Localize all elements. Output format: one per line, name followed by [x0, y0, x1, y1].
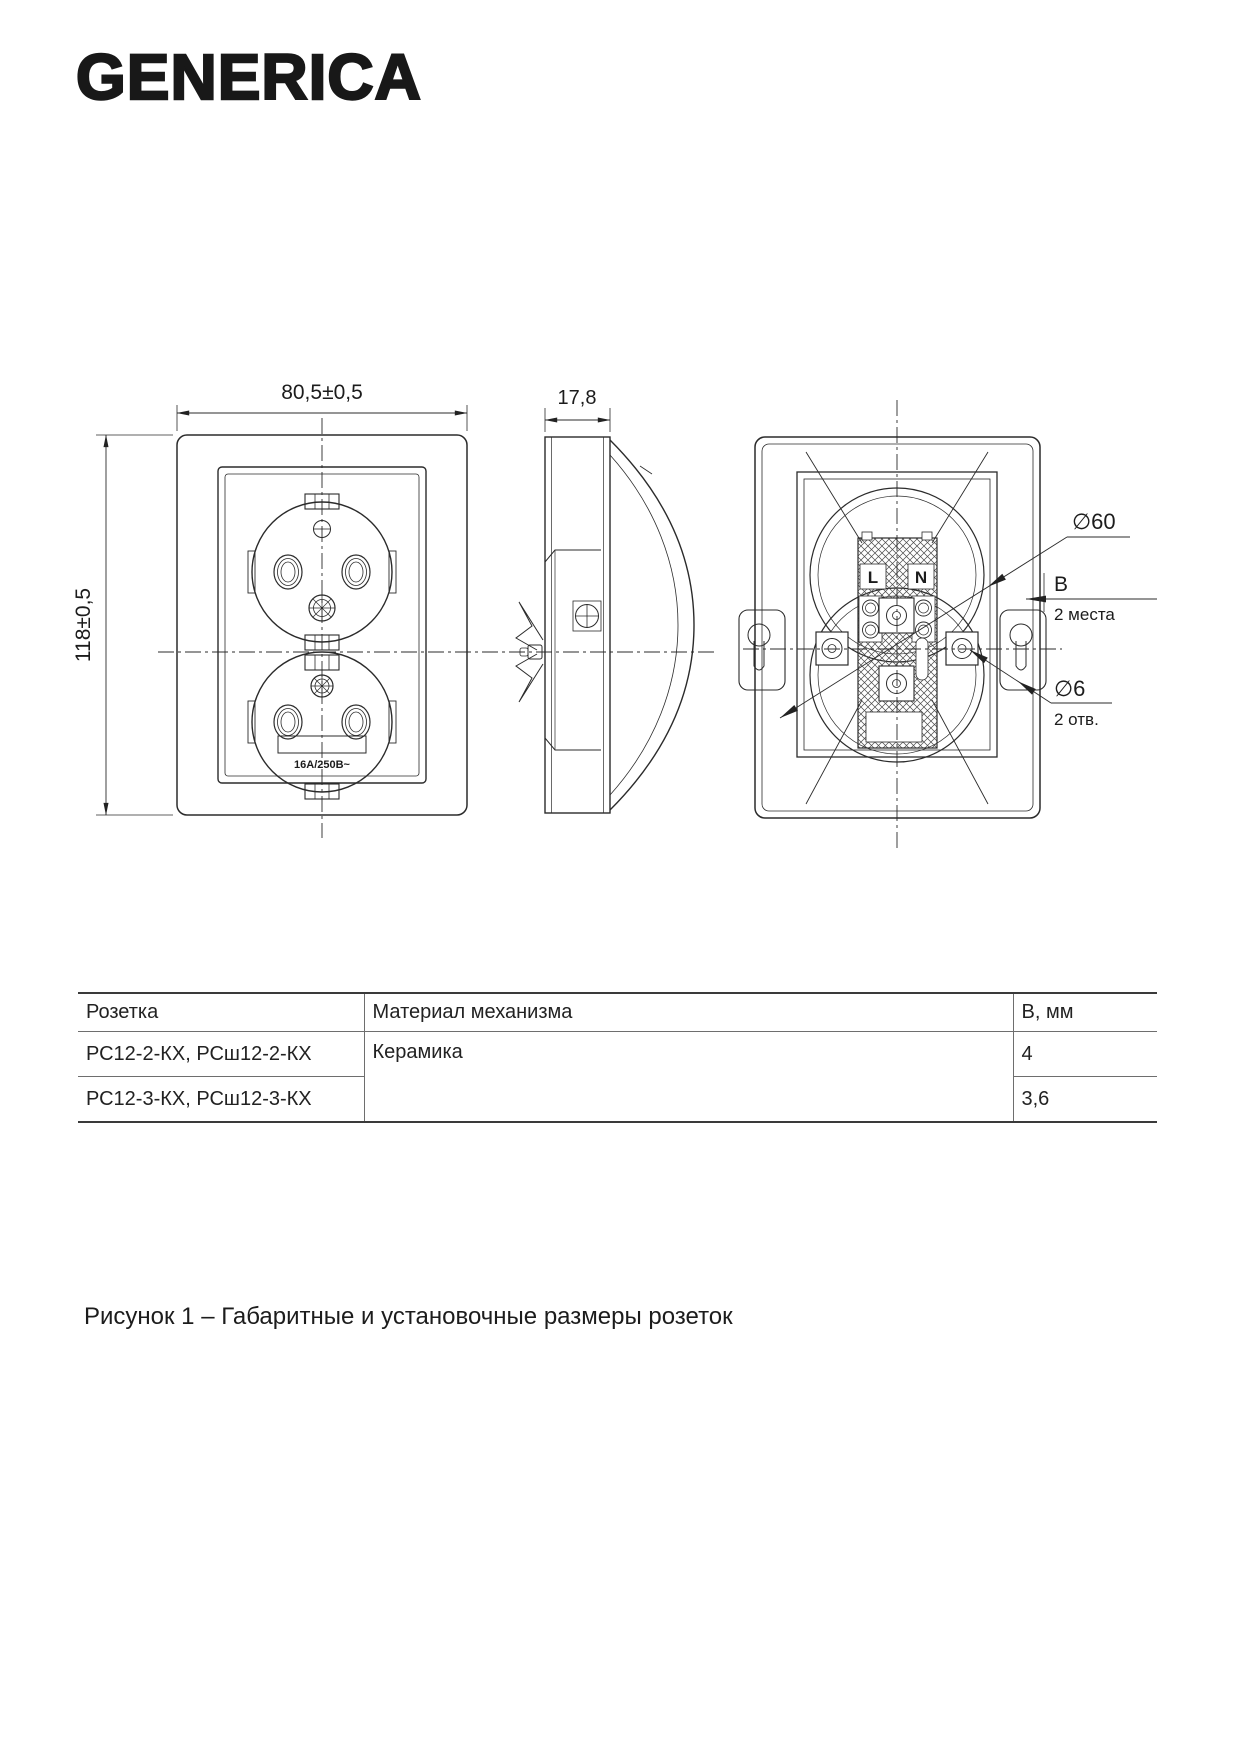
mounting-claw-right: [1000, 610, 1046, 690]
back-view: [739, 400, 1157, 852]
cell-material: Керамика: [364, 1032, 1013, 1123]
dimension-height: [72, 435, 173, 815]
col-header-socket: Розетка: [78, 993, 364, 1032]
front-view: [72, 381, 714, 838]
socket-top: [248, 494, 396, 650]
col-header-material: Материал механизма: [364, 993, 1013, 1032]
figure-caption: Рисунок 1 – Габаритные и установочные размеры розеток: [84, 1303, 733, 1330]
cell-b-1: 4: [1013, 1032, 1157, 1077]
dim-depth-label: 17,8: [557, 387, 597, 409]
cell-socket-1: РС12-2-КХ, РСш12-2-КХ: [78, 1032, 364, 1077]
table-row: [78, 1032, 1157, 1077]
dim-width-label: 80,5±0,5: [281, 381, 363, 404]
cell-socket-2: РС12-3-КХ, РСш12-3-КХ: [78, 1077, 364, 1123]
col-header-b: В, мм: [1013, 993, 1157, 1032]
screw-hole-count-label: 2 отв.: [1054, 710, 1099, 729]
spec-table-header-row: [78, 993, 1157, 1032]
hole-diameter-label: ∅60: [1072, 509, 1116, 534]
spec-table: [78, 992, 1157, 1123]
dimension-depth: [545, 387, 610, 432]
screw-hole-diameter-label: ∅6: [1054, 676, 1086, 701]
terminal-l-label: L: [867, 568, 879, 587]
brand-logo: GENERICA: [76, 41, 422, 113]
dim-height-label: 118±0,5: [72, 587, 95, 663]
cell-b-2: 3,6: [1013, 1077, 1157, 1123]
rating-label: 16А/250В~: [294, 759, 350, 771]
mechanism-block: [858, 532, 937, 748]
side-view: [516, 387, 694, 813]
claw-dim-label: В: [1054, 573, 1069, 596]
claw-dim-note: 2 места: [1054, 605, 1115, 624]
terminal-n-label: N: [914, 568, 928, 587]
